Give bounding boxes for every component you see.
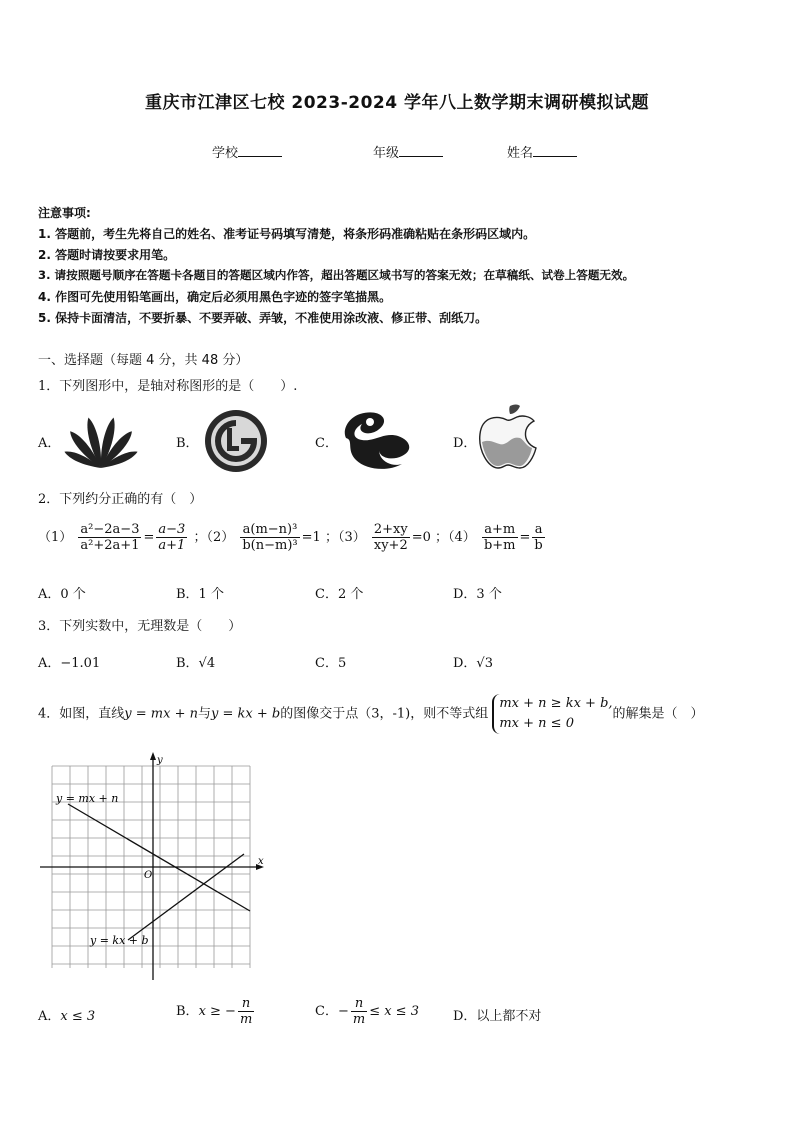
q1-option-a-label: A． xyxy=(38,436,61,451)
q2-f4-den: b+m xyxy=(483,538,516,553)
q4-option-b-label: B． xyxy=(176,1004,199,1019)
q2-f1-rhs-num: a−3 xyxy=(158,522,186,537)
q1-option-d-label: D． xyxy=(453,436,477,451)
q2-option-b[interactable]: B．1 个 xyxy=(176,587,224,602)
q2-item-4-label: ；（4） xyxy=(435,530,476,545)
q3-option-a[interactable]: A．−1.01 xyxy=(38,656,101,671)
name-label: 姓名 xyxy=(507,146,534,161)
q4-option-a-expr: x ≤ 3 xyxy=(60,1009,96,1024)
q4-option-d[interactable]: D．以上都不对 xyxy=(453,1009,542,1024)
question-2-stem: 2．下列约分正确的有（ ） xyxy=(38,492,203,507)
q4-stem-part-b: 与 xyxy=(197,706,211,722)
school-field xyxy=(212,142,282,161)
notice-item: 2. 答题时请按要求用笔。 xyxy=(38,248,176,262)
q4-sys-line-2: mx + n ≤ 0 xyxy=(499,716,574,731)
grade-blank[interactable] xyxy=(399,144,443,157)
q2-f3-rhs: =0 xyxy=(411,530,431,545)
q2-option-a[interactable]: A．0 个 xyxy=(38,587,86,602)
q4-coordinate-graph xyxy=(38,752,268,984)
q2-f4-rhs xyxy=(532,522,544,553)
notice-heading: 注意事项: xyxy=(38,206,91,220)
q1-option-c-label: C． xyxy=(315,436,338,451)
q2-f3-lhs xyxy=(372,522,410,553)
q4-line2-expr: y = kx + b xyxy=(211,706,281,722)
q4-option-b-den: m xyxy=(239,1012,253,1027)
q2-f1-lhs xyxy=(78,522,141,553)
q2-item-2-label: ；（2） xyxy=(193,530,235,545)
notice-item: 1. 答题前，考生先将自己的姓名、准考证号码填写清楚，将条形码准确粘贴在条形码区域内。 xyxy=(38,227,536,241)
q2-item-1-label: （1） xyxy=(38,530,73,545)
q4-stem-part-a: 4．如图，直线 xyxy=(38,706,125,722)
y-axis-label: y xyxy=(157,755,163,766)
question-3-stem: 3．下列实数中，无理数是（ ） xyxy=(38,619,242,634)
q3-option-d[interactable]: D．√3 xyxy=(453,656,493,671)
q4-option-c-den: m xyxy=(352,1012,366,1027)
q4-option-c-pre: − xyxy=(337,1004,349,1019)
q2-fractions-row: （1） $\frac{\text{a²−2a−3}}{\text{a²+2a+1}}$ = $\frac{a-3}{a+1}$ ；（2） $\frac{\text{a(m−n)³}}{\text{b(n−m)³}}$ =1 ；（3） $\frac{2+xy}{xy+2}$ =0 ；（4） $\frac{a+m}{b+m}$ = $\frac{a}{b}$ xyxy=(38,522,543,553)
q4-option-c-num: n xyxy=(351,996,367,1012)
q2-f1-num: a²−2a−3 xyxy=(80,522,140,537)
q2-item-3-label: ；（3） xyxy=(324,530,366,545)
q2-f1-den: a²+2a+1 xyxy=(80,538,140,553)
q4-stem-part-c: 的图像交于点（3，-1)，则不等式组 xyxy=(280,706,489,722)
q2-option-d[interactable]: D．3 个 xyxy=(453,587,502,602)
question-4-stem xyxy=(38,694,704,734)
lg-circle-logo-icon xyxy=(203,408,269,474)
name-field xyxy=(507,142,577,161)
school-label: 学校 xyxy=(212,146,239,161)
q4-option-b-pre: x ≥ − xyxy=(198,1004,236,1019)
origin-label: O xyxy=(144,870,153,881)
y-axis-arrow-icon xyxy=(150,752,156,760)
q4-option-b[interactable] xyxy=(176,996,256,1027)
q2-f2-num: a(m−n)³ xyxy=(240,522,299,538)
line-mx-n-label: y = mx + n xyxy=(56,792,119,805)
q3-option-b[interactable]: B．√4 xyxy=(176,656,216,671)
q4-sys-line-1: mx + n ≥ kx + b, xyxy=(499,696,613,711)
q2-f3-num: 2+xy xyxy=(373,522,408,537)
apple-logo-icon xyxy=(474,402,540,474)
grade-field xyxy=(373,142,443,161)
notice-item: 5. 保持卡面清洁，不要折暴、不要弄破、弄皱，不准使用涂改液、修正带、刮纸刀。 xyxy=(38,311,488,325)
q2-f4-num: a+m xyxy=(482,522,518,538)
q2-option-c[interactable]: C．2 个 xyxy=(315,587,364,602)
petal-fan-logo-icon xyxy=(62,410,140,472)
section-heading: 一、选择题（每题 4 分，共 48 分） xyxy=(38,353,249,368)
q2-f4-rhs-num: a xyxy=(532,522,544,538)
line-kx-b-label: y = kx + b xyxy=(90,934,149,947)
name-blank[interactable] xyxy=(533,144,577,157)
q2-f4-lhs xyxy=(482,522,518,553)
q4-option-a-label: A． xyxy=(38,1009,61,1024)
notice-item: 4. 作图可先使用铅笔画出，确定后必须用黑色字迹的签字笔描黑。 xyxy=(38,290,392,304)
x-axis-label: x xyxy=(258,856,264,867)
q4-stem-part-d: 的解集是（ ） xyxy=(612,706,704,722)
q2-f1-rhs xyxy=(156,522,187,553)
swirl-logo-icon xyxy=(340,410,416,470)
q4-line1-expr: y = mx + n xyxy=(124,706,198,722)
q2-f1-rhs-den: a+1 xyxy=(158,538,186,553)
notice-item: 3. 请按照题号顺序在答题卡各题目的答题区域内作答，超出答题区域书写的答案无效；在草稿纸、试卷上答题无效。 xyxy=(38,268,635,282)
q2-f2-den: b(n−m)³ xyxy=(242,538,298,553)
q4-option-c[interactable] xyxy=(315,996,419,1027)
q4-option-c-frac xyxy=(351,996,367,1027)
q4-option-b-frac xyxy=(238,996,254,1027)
q1-option-b-label: B． xyxy=(176,436,199,451)
q4-option-a[interactable] xyxy=(38,1005,95,1024)
q2-f4-rhs-den: b xyxy=(534,538,543,553)
page-title: 重庆市江津区七校 2023-2024 学年八上数学期末调研模拟试题 xyxy=(144,93,650,113)
school-blank[interactable] xyxy=(238,144,282,157)
q4-inequality-system xyxy=(492,694,612,734)
q3-option-c[interactable]: C．5 xyxy=(315,656,347,671)
question-1-stem: 1．下列图形中，是轴对称图形的是（ ）. xyxy=(38,379,298,394)
q4-option-c-label: C． xyxy=(315,1004,338,1019)
q2-f3-den: xy+2 xyxy=(373,538,408,553)
grade-label: 年级 xyxy=(373,146,400,161)
q4-option-b-num: n xyxy=(238,996,254,1012)
q2-f2-rhs: =1 xyxy=(301,530,321,545)
q4-option-c-post: ≤ x ≤ 3 xyxy=(369,1004,419,1019)
q2-f2-lhs xyxy=(240,522,299,553)
